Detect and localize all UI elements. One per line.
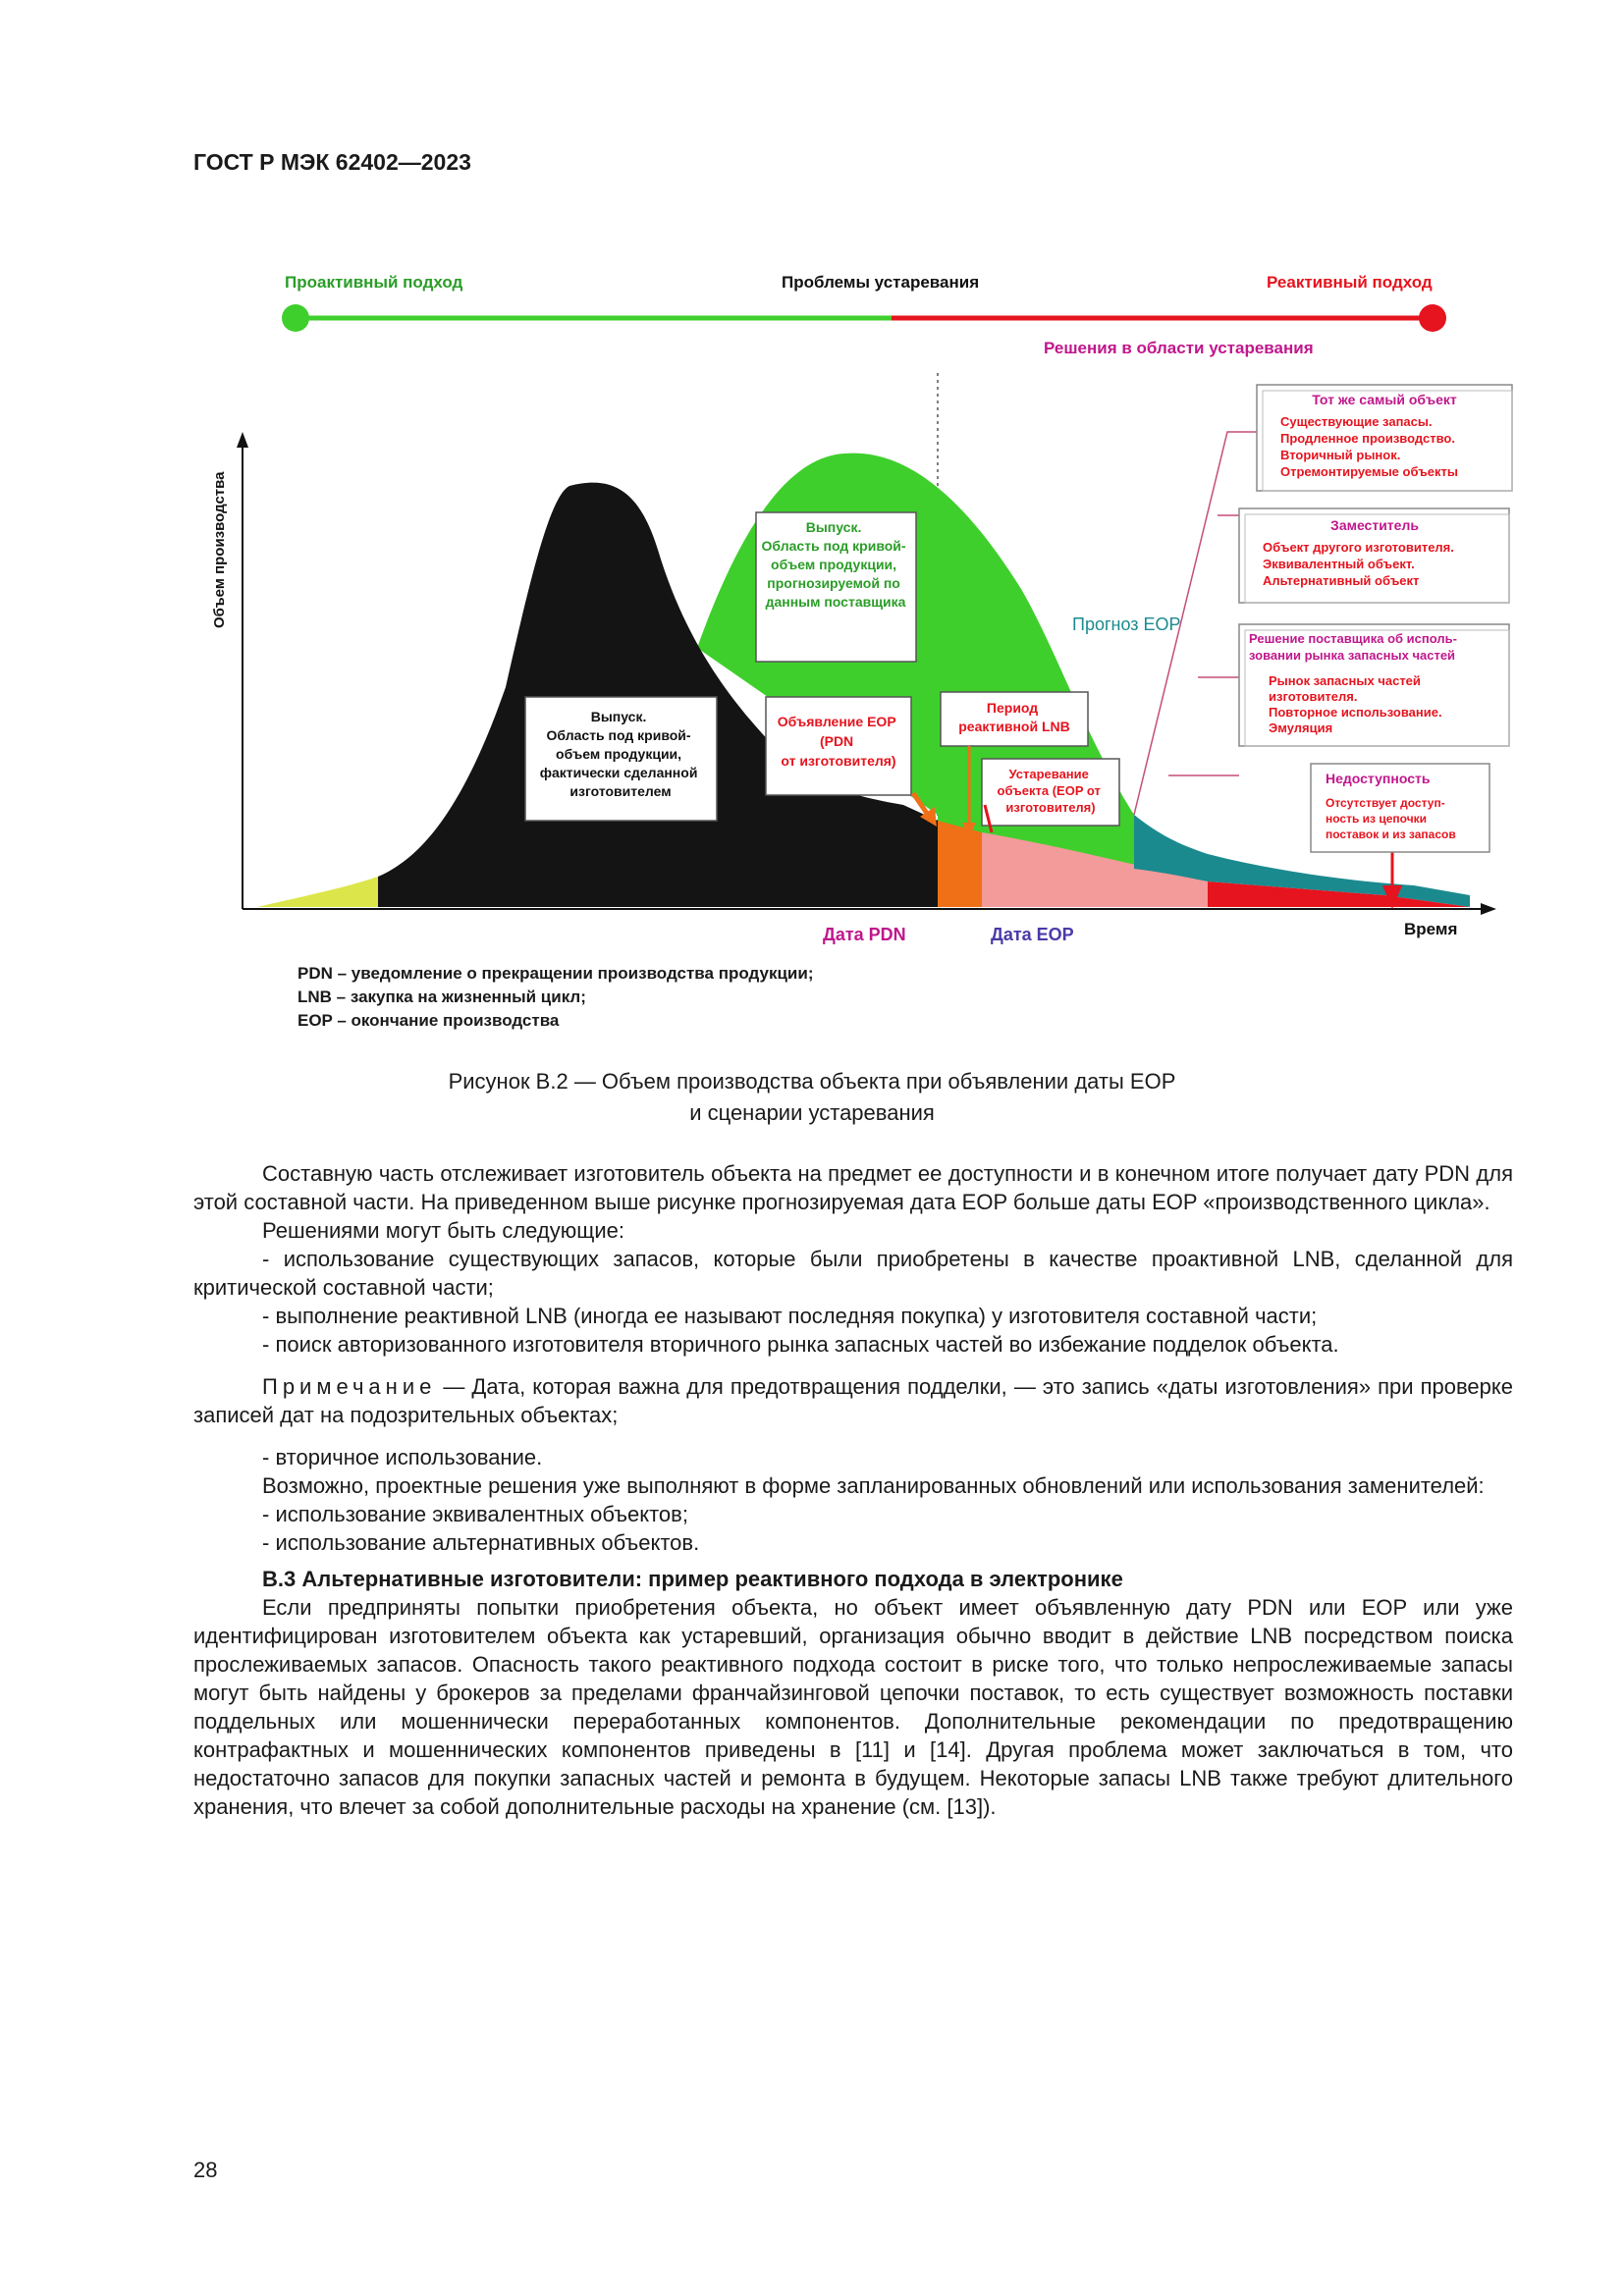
- paragraph-1: Составную часть отслеживает изготовитель объекта на предмет ее доступности и в конечном итоге получает дату PDN для этой составной части. На приведенном выше рисунке прогнозируемая дата EOP больше даты EOP «производственного цикла».: [193, 1161, 1513, 1214]
- list-item-alternative: - использование альтернативных объектов.: [262, 1530, 700, 1555]
- proactive-dot: [282, 304, 309, 332]
- list-item-aftermarket: - поиск авторизованного изготовителя вторичного рынка запасных частей во избежание подделок объекта.: [262, 1332, 1339, 1357]
- pdn-date-label: Дата PDN: [823, 925, 906, 944]
- box-actual-output: [525, 697, 717, 821]
- figure-legend: [298, 962, 814, 1033]
- svg-text:Объявление EOP (PDN: Объявление EOP (PDN от изготовителя): [777, 714, 896, 769]
- box-unavailable: [1311, 764, 1489, 852]
- svg-text:Устаревание объекта (EOP: Устаревание объекта (EOP от изготовителя): [997, 767, 1101, 815]
- svg-text:Заместитель: Заместитель: [1330, 517, 1419, 533]
- legend-pdn: PDN – уведомление о прекращении производства продукции;: [298, 964, 814, 983]
- box-eop-announcement: [766, 697, 911, 795]
- x-axis-label: Время: [1404, 920, 1458, 938]
- y-axis-label: Объем производства: [211, 471, 228, 628]
- caption-line-1: Рисунок B.2 — Объем производства объекта при объявлении даты EOP: [448, 1069, 1176, 1094]
- eop-date-label: Дата EOP: [991, 925, 1074, 944]
- svg-text:Рынок запасных частей из: Рынок запасных частей изготовителя. Повторное использование. Эмуляция: [1269, 673, 1442, 735]
- box-reactive-lnb: [941, 692, 1088, 746]
- obsolescence-figure: [0, 0, 1624, 1080]
- svg-text:Объект другого изготовителя.: Объект другого изготовителя. Эквивалентный объект. Альтернативный объект: [1263, 540, 1454, 588]
- list-item-stock: - использование существующих запасов, которые были приобретены в качестве проактивной LNB, сделанной для критической составной части;: [193, 1247, 1513, 1300]
- svg-text:Выпуск. Область под крив: Выпуск. Область под кривой- объем продукции, фактически сделанной изготовителем: [539, 709, 698, 799]
- label-solutions: Решения в области устаревания: [1044, 339, 1314, 357]
- label-reactive: Реактивный подход: [1267, 273, 1433, 292]
- page-number: 28: [193, 2158, 218, 2182]
- svg-text:Выпуск. Область под крив: Выпуск. Область под кривой- объем продукции, прогнозируемой по данным поставщика: [761, 519, 906, 610]
- list-item-reactive-lnb: - выполнение реактивной LNB (иногда ее называют последняя покупка) у изготовителя составной части;: [262, 1304, 1318, 1328]
- svg-text:Тот же самый объект: Тот же самый объект: [1312, 392, 1457, 407]
- box-forecast-output: [756, 512, 916, 662]
- section-heading: B.3 Альтернативные изготовители: пример реактивного подхода в электронике: [262, 1567, 1123, 1591]
- svg-text:Решение поставщика об исполь-: Решение поставщика об исполь- зовании рынка запасных частей: [1249, 631, 1457, 663]
- yellow-area: [257, 877, 378, 907]
- label-problems: Проблемы устаревания: [782, 273, 980, 292]
- y-axis-arrow: [237, 432, 248, 448]
- note-text: — Дата, которая важна для предотвращения подделки, — это запись «даты изготовления» при проверке записей дат на подозрительных объектах;: [193, 1374, 1513, 1427]
- body-text: [193, 1159, 1513, 1821]
- box-supplier-solution: [1239, 624, 1509, 746]
- note-label: Примечание: [262, 1374, 437, 1399]
- reactive-dot: [1419, 304, 1446, 332]
- svg-text:Существующие запасы. Про: Существующие запасы. Продленное производство. Вторичный рынок. Отремонтируемые объекты: [1280, 414, 1459, 479]
- box-same-object: [1257, 385, 1512, 491]
- box-substitute: [1239, 508, 1509, 603]
- x-axis-arrow: [1481, 903, 1496, 915]
- svg-text:Период реактивной LNB: Период реактивной LNB: [958, 700, 1070, 734]
- figure-caption: [0, 1066, 1624, 1129]
- caption-line-2: и сценарии устаревания: [689, 1100, 935, 1125]
- orange-area: [938, 821, 982, 907]
- list-item-secondary-use: - вторичное использование.: [262, 1445, 543, 1469]
- paragraph-design: Возможно, проектные решения уже выполняют в форме запланированных обновлений или использования заменителей:: [262, 1473, 1485, 1498]
- legend-lnb: LNB – закупка на жизненный цикл;: [298, 988, 586, 1006]
- paragraph-section: Если предприняты попытки приобретения объекта, но объект имеет объявленную дату PDN или EOP или уже идентифицирован изготовителем объекта как устаревший, организация обычно вводит в действие LNB посредством поиска прослеживаемых запасов. Опасность такого реактивного подхода состоит в риске того, что только непрослеживаемые запасы могут быть найдены у брокеров за пределами франчайзинговой цепочки поставок, то есть существует возможность поставки поддельных или мошеннически переработанных компонентов. Дополнительные рекомендации по предотвращению контрафактных и мошеннических компонентов приведены в [11] и [14]. Другая проблема может заключаться в том, что недостаточно запасов для покупки запасных частей и ремонта в будущем. Некоторые запасы LNB также требуют длительного хранения, что влечет за собой дополнительные расходы на хранение (см. [13]).: [193, 1595, 1513, 1819]
- list-item-equivalent: - использование эквивалентных объектов;: [262, 1502, 688, 1526]
- label-proactive: Проактивный подход: [285, 273, 463, 292]
- note: [193, 1372, 1513, 1429]
- svg-text:Отсутствует доступ- ност: Отсутствует доступ- ность из цепочки поставок и из запасов: [1326, 796, 1456, 841]
- box-obsolescence: [982, 759, 1119, 826]
- document-code: ГОСТ Р МЭК 62402—2023: [193, 149, 471, 175]
- svg-text:Недоступность: Недоступность: [1326, 771, 1431, 786]
- eop-forecast-label: Прогноз EOP: [1072, 614, 1181, 634]
- legend-eop: EOP – окончание производства: [298, 1011, 560, 1030]
- paragraph-2: Решениями могут быть следующие:: [262, 1218, 625, 1243]
